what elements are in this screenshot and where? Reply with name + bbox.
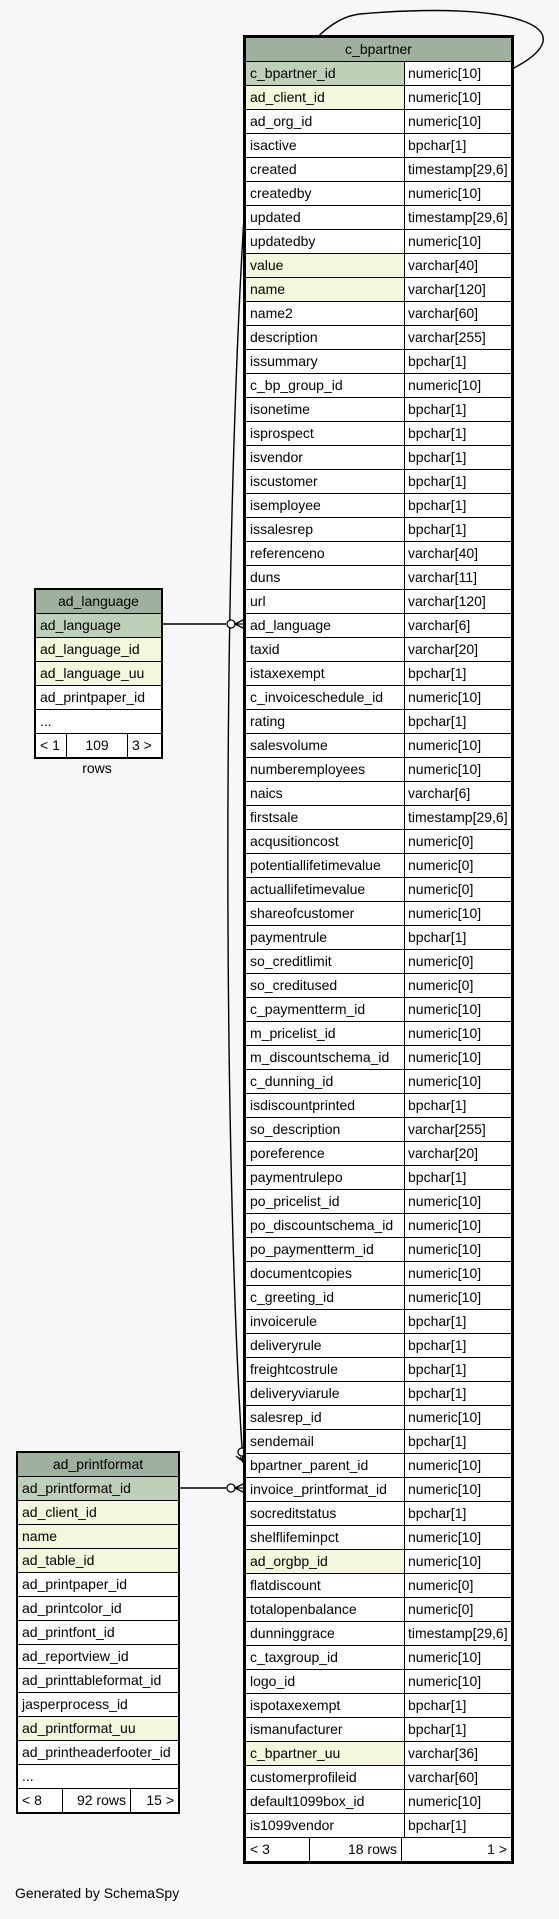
- table-row[interactable]: [246, 374, 511, 398]
- column-name: ad_orgbp_id: [250, 1553, 328, 1569]
- column-type: varchar[120]: [404, 278, 511, 301]
- column-name: value: [250, 257, 284, 273]
- table-row[interactable]: [246, 1382, 511, 1406]
- table-row[interactable]: [246, 1310, 511, 1334]
- table-row[interactable]: [246, 902, 511, 926]
- column-name: c_greeting_id: [250, 1289, 335, 1305]
- column-name: acqusitioncost: [250, 833, 339, 849]
- column-name: bpartner_parent_id: [250, 1457, 369, 1473]
- column-name: ad_printformat_uu: [22, 1720, 136, 1736]
- column-name: salesvolume: [250, 737, 328, 753]
- column-name: name2: [250, 305, 293, 321]
- table-row[interactable]: [246, 446, 511, 470]
- table-row[interactable]: [246, 1190, 511, 1214]
- column-type: varchar[255]: [404, 326, 511, 349]
- table-row[interactable]: [246, 614, 511, 638]
- column-name: isemployee: [250, 497, 321, 513]
- column-type: bpchar[1]: [404, 1094, 511, 1117]
- column-type: bpchar[1]: [404, 662, 511, 685]
- column-type: varchar[20]: [404, 638, 511, 661]
- column-name: c_bp_group_id: [250, 377, 343, 393]
- column-type: numeric[10]: [404, 1526, 511, 1549]
- table-c-bpartner[interactable]: [243, 35, 514, 1864]
- table-title[interactable]: ad_printformat: [18, 1453, 178, 1477]
- column-name: updatedby: [250, 233, 316, 249]
- column-name: m_discountschema_id: [250, 1049, 390, 1065]
- column-type: varchar[36]: [404, 1742, 511, 1765]
- table-row[interactable]: [246, 734, 511, 758]
- column-type: numeric[10]: [404, 1670, 511, 1693]
- table-row[interactable]: [246, 878, 511, 902]
- column-type: numeric[10]: [404, 1070, 511, 1093]
- column-type: numeric[10]: [404, 1406, 511, 1429]
- table-row[interactable]: [18, 1477, 178, 1501]
- column-name: invoicerule: [250, 1313, 317, 1329]
- table-row[interactable]: [246, 1406, 511, 1430]
- column-type: bpchar[1]: [404, 926, 511, 949]
- table-row[interactable]: [246, 1766, 511, 1790]
- column-type: varchar[6]: [404, 782, 511, 805]
- column-name: ad_printformat_id: [22, 1480, 131, 1496]
- column-type: numeric[10]: [404, 62, 511, 85]
- column-name: m_pricelist_id: [250, 1025, 336, 1041]
- table-row[interactable]: [246, 1358, 511, 1382]
- column-type: bpchar[1]: [404, 350, 511, 373]
- column-name: isprospect: [250, 425, 314, 441]
- column-type: timestamp[29,6]: [404, 806, 511, 829]
- table-row[interactable]: [246, 1526, 511, 1550]
- column-name: istaxexempt: [250, 665, 325, 681]
- column-type: varchar[11]: [404, 566, 511, 589]
- column-type: bpchar[1]: [404, 1814, 511, 1837]
- column-name: c_dunning_id: [250, 1073, 334, 1089]
- column-type: numeric[0]: [404, 1574, 511, 1597]
- column-type: bpchar[1]: [404, 1502, 511, 1525]
- column-name: ismanufacturer: [250, 1721, 343, 1737]
- column-type: bpchar[1]: [404, 518, 511, 541]
- column-name: default1099box_id: [250, 1793, 365, 1809]
- table-ad-printformat[interactable]: [16, 1451, 180, 1814]
- table-row[interactable]: [18, 1621, 178, 1645]
- column-name: po_pricelist_id: [250, 1193, 340, 1209]
- column-type: numeric[10]: [404, 182, 511, 205]
- table-row[interactable]: [246, 86, 511, 110]
- table-row[interactable]: [246, 1454, 511, 1478]
- table-row[interactable]: [246, 1550, 511, 1574]
- table-row[interactable]: [246, 1742, 511, 1766]
- table-row[interactable]: [246, 230, 511, 254]
- column-type: bpchar[1]: [404, 1694, 511, 1717]
- column-name: duns: [250, 569, 281, 585]
- column-name: ad_printheaderfooter_id: [22, 1744, 171, 1760]
- table-row[interactable]: [246, 806, 511, 830]
- column-type: bpchar[1]: [404, 134, 511, 157]
- column-type: bpchar[1]: [404, 1166, 511, 1189]
- column-type: bpchar[1]: [404, 1334, 511, 1357]
- column-name: invoice_printformat_id: [250, 1481, 387, 1497]
- table-row[interactable]: [246, 494, 511, 518]
- table-row[interactable]: [246, 1430, 511, 1454]
- column-type: numeric[10]: [404, 1262, 511, 1285]
- table-row[interactable]: [18, 1717, 178, 1741]
- column-type: varchar[40]: [404, 254, 511, 277]
- table-row[interactable]: [246, 1694, 511, 1718]
- table-row[interactable]: [246, 1574, 511, 1598]
- table-row[interactable]: [246, 1286, 511, 1310]
- table-row[interactable]: [246, 782, 511, 806]
- column-name: isactive: [250, 137, 297, 153]
- column-name: c_taxgroup_id: [250, 1649, 338, 1665]
- column-name: numberemployees: [250, 761, 366, 777]
- table-footer: [18, 1789, 178, 1812]
- column-name: documentcopies: [250, 1265, 352, 1281]
- table-row[interactable]: [246, 134, 511, 158]
- row-count: 92 rows: [62, 1789, 130, 1812]
- column-name: name: [250, 281, 286, 297]
- column-type: bpchar[1]: [404, 494, 511, 517]
- column-name: ad_printpaper_id: [22, 1576, 128, 1592]
- table-row[interactable]: [246, 542, 511, 566]
- table-row[interactable]: [36, 638, 161, 662]
- column-name: po_discountschema_id: [250, 1217, 394, 1233]
- table-row[interactable]: [246, 1214, 511, 1238]
- table-row[interactable]: [18, 1525, 178, 1549]
- column-type: numeric[10]: [404, 1190, 511, 1213]
- column-name: deliveryviarule: [250, 1385, 340, 1401]
- column-type: varchar[60]: [404, 1766, 511, 1789]
- column-type: timestamp[29,6]: [404, 206, 511, 229]
- column-type: numeric[0]: [404, 974, 511, 997]
- table-row[interactable]: [246, 350, 511, 374]
- table-row[interactable]: [246, 758, 511, 782]
- column-type: varchar[20]: [404, 1142, 511, 1165]
- column-name: paymentrulepo: [250, 1169, 343, 1185]
- table-row[interactable]: [246, 470, 511, 494]
- column-name: ad_client_id: [250, 89, 325, 105]
- table-row[interactable]: [36, 614, 161, 638]
- table-row[interactable]: [18, 1573, 178, 1597]
- column-type: numeric[10]: [404, 110, 511, 133]
- table-row[interactable]: [18, 1501, 178, 1525]
- column-name: ad_client_id: [22, 1504, 97, 1520]
- table-row[interactable]: [246, 1598, 511, 1622]
- column-name: po_paymentterm_id: [250, 1241, 374, 1257]
- table-row[interactable]: [246, 926, 511, 950]
- table-row[interactable]: [36, 662, 161, 686]
- column-type: varchar[60]: [404, 302, 511, 325]
- column-type: numeric[10]: [404, 1646, 511, 1669]
- table-footer: [246, 1838, 511, 1861]
- column-name: ad_org_id: [250, 113, 313, 129]
- table-row[interactable]: [246, 206, 511, 230]
- column-name: createdby: [250, 185, 312, 201]
- column-name: rating: [250, 713, 286, 729]
- column-type: numeric[10]: [404, 1454, 511, 1477]
- column-type: bpchar[1]: [404, 1718, 511, 1741]
- column-type: bpchar[1]: [404, 398, 511, 421]
- table-row[interactable]: [246, 1046, 511, 1070]
- table-row[interactable]: [246, 1262, 511, 1286]
- column-type: timestamp[29,6]: [404, 1622, 511, 1645]
- column-type: numeric[10]: [404, 1238, 511, 1261]
- column-type: numeric[0]: [404, 854, 511, 877]
- table-row[interactable]: [246, 1622, 511, 1646]
- table-title[interactable]: ad_language: [36, 590, 161, 614]
- column-name: url: [250, 593, 266, 609]
- column-name: sendemail: [250, 1433, 314, 1449]
- column-type: numeric[10]: [404, 758, 511, 781]
- column-name: totalopenbalance: [250, 1601, 357, 1617]
- column-name: shareofcustomer: [250, 905, 355, 921]
- table-row[interactable]: [246, 1070, 511, 1094]
- table-row[interactable]: [246, 1670, 511, 1694]
- table-row[interactable]: [246, 1022, 511, 1046]
- column-name: ad_table_id: [22, 1552, 95, 1568]
- parents-count[interactable]: < 8: [22, 1792, 42, 1808]
- column-type: varchar[6]: [404, 614, 511, 637]
- column-name: ad_language: [40, 617, 121, 633]
- column-type: numeric[10]: [404, 86, 511, 109]
- column-name: ...: [40, 713, 52, 729]
- column-type: varchar[120]: [404, 590, 511, 613]
- column-name: salesrep_id: [250, 1409, 322, 1425]
- table-row[interactable]: [246, 110, 511, 134]
- column-name: freightcostrule: [250, 1361, 338, 1377]
- column-type: numeric[10]: [404, 1550, 511, 1573]
- column-type: numeric[10]: [404, 230, 511, 253]
- column-type: numeric[10]: [404, 902, 511, 925]
- table-row[interactable]: [246, 590, 511, 614]
- table-row[interactable]: [246, 638, 511, 662]
- column-name: ad_printfont_id: [22, 1624, 115, 1640]
- column-name: c_invoiceschedule_id: [250, 689, 384, 705]
- table-row[interactable]: [246, 1094, 511, 1118]
- column-type: numeric[10]: [404, 686, 511, 709]
- table-row[interactable]: [246, 1790, 511, 1814]
- column-type: numeric[10]: [404, 1022, 511, 1045]
- column-name: isvendor: [250, 449, 303, 465]
- column-name: isdiscountprinted: [250, 1097, 356, 1113]
- column-name: ad_reportview_id: [22, 1648, 129, 1664]
- table-row[interactable]: [246, 974, 511, 998]
- column-name: potentiallifetimevalue: [250, 857, 381, 873]
- table-ad-language[interactable]: [34, 588, 163, 776]
- column-name: ad_language_uu: [40, 665, 145, 681]
- column-name: paymentrule: [250, 929, 328, 945]
- table-row[interactable]: [246, 182, 511, 206]
- column-name: issalesrep: [250, 521, 314, 537]
- column-name: c_bpartner_id: [250, 65, 336, 81]
- column-type: numeric[10]: [404, 1214, 511, 1237]
- table-row[interactable]: [246, 1718, 511, 1742]
- column-type: timestamp[29,6]: [404, 158, 511, 181]
- column-type: bpchar[1]: [404, 1310, 511, 1333]
- column-name: taxid: [250, 641, 280, 657]
- table-row[interactable]: [246, 254, 511, 278]
- column-name: deliveryrule: [250, 1337, 322, 1353]
- column-name: dunninggrace: [250, 1625, 335, 1641]
- column-name: name: [22, 1528, 58, 1544]
- column-type: numeric[10]: [404, 1286, 511, 1309]
- column-name: ...: [22, 1768, 34, 1784]
- table-row[interactable]: [246, 1646, 511, 1670]
- column-name: updated: [250, 209, 301, 225]
- column-type: numeric[0]: [404, 830, 511, 853]
- column-name: is1099vendor: [250, 1817, 335, 1833]
- children-count[interactable]: 1 >: [401, 1838, 511, 1861]
- column-name: ad_language: [250, 617, 331, 633]
- column-type: bpchar[1]: [404, 1382, 511, 1405]
- table-row[interactable]: [246, 1142, 511, 1166]
- column-name: logo_id: [250, 1673, 296, 1689]
- column-name: ad_printcolor_id: [22, 1600, 122, 1616]
- table-row[interactable]: [18, 1549, 178, 1573]
- column-name: so_description: [250, 1121, 341, 1137]
- column-type: varchar[40]: [404, 542, 511, 565]
- table-row[interactable]: [246, 1166, 511, 1190]
- column-name: created: [250, 161, 297, 177]
- table-row[interactable]: [36, 686, 161, 710]
- table-row[interactable]: [246, 1118, 511, 1142]
- children-count[interactable]: 15 >: [130, 1789, 178, 1812]
- parents-count[interactable]: < 1: [40, 737, 60, 753]
- column-type: numeric[10]: [404, 734, 511, 757]
- column-type: bpchar[1]: [404, 422, 511, 445]
- table-row[interactable]: [246, 62, 511, 86]
- table-row[interactable]: [246, 1502, 511, 1526]
- column-type: bpchar[1]: [404, 1430, 511, 1453]
- column-name: actuallifetimevalue: [250, 881, 366, 897]
- table-row[interactable]: [246, 1478, 511, 1502]
- column-name: ad_printpaper_id: [40, 689, 146, 705]
- column-name: ad_printtableformat_id: [22, 1672, 162, 1688]
- column-type: numeric[10]: [404, 1478, 511, 1501]
- column-name: poreference: [250, 1145, 325, 1161]
- row-count: 18 rows: [309, 1838, 401, 1861]
- column-type: numeric[0]: [404, 878, 511, 901]
- column-name: issummary: [250, 353, 318, 369]
- table-row[interactable]: [246, 1814, 511, 1838]
- table-row[interactable]: [246, 686, 511, 710]
- children-count[interactable]: 3 >: [127, 734, 161, 757]
- column-type: numeric[10]: [404, 1046, 511, 1069]
- table-row[interactable]: [18, 1693, 178, 1717]
- column-name: iscustomer: [250, 473, 318, 489]
- table-row[interactable]: [246, 158, 511, 182]
- table-row[interactable]: [246, 422, 511, 446]
- table-row[interactable]: [246, 302, 511, 326]
- table-row[interactable]: [18, 1597, 178, 1621]
- column-name: c_paymentterm_id: [250, 1001, 366, 1017]
- column-name: so_creditlimit: [250, 953, 332, 969]
- column-type: numeric[10]: [404, 1790, 511, 1813]
- table-row[interactable]: [246, 278, 511, 302]
- column-type: numeric[0]: [404, 1598, 511, 1621]
- table-row[interactable]: [18, 1765, 178, 1789]
- column-name: ispotaxexempt: [250, 1697, 341, 1713]
- column-name: ad_language_id: [40, 641, 140, 657]
- column-name: jasperprocess_id: [22, 1696, 128, 1712]
- table-row[interactable]: [246, 1238, 511, 1262]
- column-name: customerprofileid: [250, 1769, 357, 1785]
- column-name: shelflifeminpct: [250, 1529, 339, 1545]
- table-row[interactable]: [246, 710, 511, 734]
- table-footer: [36, 734, 161, 776]
- column-type: numeric[10]: [404, 374, 511, 397]
- column-name: c_bpartner_uu: [250, 1745, 341, 1761]
- table-row[interactable]: [36, 710, 161, 734]
- table-row[interactable]: [246, 326, 511, 350]
- table-row[interactable]: [18, 1741, 178, 1765]
- column-name: referenceno: [250, 545, 325, 561]
- column-type: bpchar[1]: [404, 470, 511, 493]
- table-row[interactable]: [18, 1669, 178, 1693]
- table-row[interactable]: [246, 398, 511, 422]
- column-name: description: [250, 329, 318, 345]
- column-type: bpchar[1]: [404, 710, 511, 733]
- generated-by-footer: Generated by SchemaSpy: [15, 1885, 180, 1901]
- column-type: numeric[0]: [404, 950, 511, 973]
- table-row[interactable]: [246, 1334, 511, 1358]
- column-name: naics: [250, 785, 283, 801]
- table-title[interactable]: c_bpartner: [246, 38, 511, 62]
- column-name: socreditstatus: [250, 1505, 337, 1521]
- column-type: varchar[255]: [404, 1118, 511, 1141]
- row-count: 109 rows: [66, 734, 127, 757]
- table-row[interactable]: [246, 830, 511, 854]
- table-row[interactable]: [246, 518, 511, 542]
- table-row[interactable]: [18, 1645, 178, 1669]
- column-type: bpchar[1]: [404, 446, 511, 469]
- column-name: isonetime: [250, 401, 310, 417]
- column-name: so_creditused: [250, 977, 338, 993]
- parents-count[interactable]: < 3: [250, 1841, 270, 1857]
- table-row[interactable]: [246, 950, 511, 974]
- column-name: flatdiscount: [250, 1577, 321, 1593]
- table-row[interactable]: [246, 854, 511, 878]
- table-row[interactable]: [246, 662, 511, 686]
- column-name: firstsale: [250, 809, 299, 825]
- column-type: numeric[10]: [404, 998, 511, 1021]
- table-row[interactable]: [246, 566, 511, 590]
- column-type: bpchar[1]: [404, 1358, 511, 1381]
- table-row[interactable]: [246, 998, 511, 1022]
